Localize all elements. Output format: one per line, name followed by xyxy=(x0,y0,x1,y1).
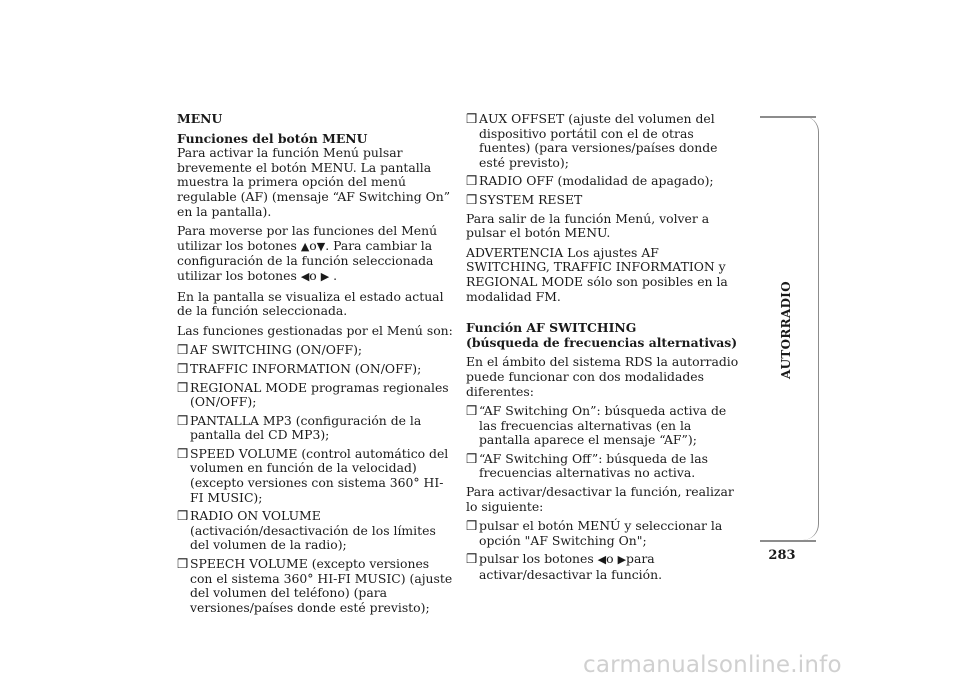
list-item: ❒ pulsar los botones ◀o ▶para activar/desactivar la función. xyxy=(466,551,663,583)
list-item: ❒ “AF Switching Off”: búsqueda de las frecuencias alternativas no activa. xyxy=(466,450,708,481)
checkbox-bullet-icon: ❒ xyxy=(466,173,478,189)
paragraph: Para salir de la función Menú, volver a pulsar el botón MENU. xyxy=(466,210,710,241)
checkbox-bullet-icon: ❒ xyxy=(177,379,189,395)
watermark: carmanualsonline.info xyxy=(583,652,842,678)
checkbox-bullet-icon: ❒ xyxy=(466,111,478,126)
arrow-left-icon: ◀ xyxy=(597,553,607,567)
checkbox-bullet-icon: ❒ xyxy=(177,412,189,428)
checkbox-bullet-icon: ❒ xyxy=(177,556,189,572)
arrow-down-icon: ▼ xyxy=(316,239,326,253)
checkbox-bullet-icon: ❒ xyxy=(177,445,189,461)
section-title-sub: (búsqueda de frecuencias alternativas) xyxy=(466,334,738,350)
page-number: 283 xyxy=(768,548,796,563)
right-column xyxy=(466,112,742,587)
section-tab-label: AUTORRADIO xyxy=(779,281,793,379)
checkbox-bullet-icon: ❒ xyxy=(466,450,478,466)
checkbox-bullet-icon: ❒ xyxy=(177,508,189,524)
checkbox-bullet-icon: ❒ xyxy=(466,551,478,567)
arrow-up-icon: ▲ xyxy=(300,239,310,253)
paragraph: En la pantalla se visualiza el estado actual de la función seleccionada. xyxy=(177,288,444,319)
paragraph: Las funciones gestionadas por el Menú son: xyxy=(177,322,453,338)
left-column xyxy=(177,112,453,619)
section-subtitle: Funciones del botón MENU xyxy=(177,130,368,146)
list-item: ❒ SPEECH VOLUME (excepto versiones con el sistema 360° HI-FI MUSIC) (ajuste del volumen del teléfono) (para versiones/países donde esté previsto); xyxy=(177,556,453,615)
arrow-right-icon: ▶ xyxy=(617,553,627,567)
paragraph: Para activar/desactivar la función, realizar lo siguiente: xyxy=(466,484,734,514)
checkbox-bullet-icon: ❒ xyxy=(177,342,189,358)
list-item: ❒ AUX OFFSET (ajuste del volumen del dispositivo portátil con el de otras fuentes) (para versiones/países donde esté previsto); xyxy=(466,111,718,170)
list-item: ❒ AF SWITCHING (ON/OFF); xyxy=(177,342,363,358)
list-item: ❒ SPEED VOLUME (control automático del volumen en función de la velocidad) (excepto versiones con sistema 360° HI-FI MUSIC); xyxy=(177,445,449,505)
list-item: ❒ RADIO ON VOLUME (activación/desactivación de los límites del volumen de la radio); xyxy=(177,508,436,553)
menu-title: MENU xyxy=(177,111,223,126)
section-title: Función AF SWITCHING xyxy=(466,320,637,336)
paragraph: En el ámbito del sistema RDS la autorradio puede funcionar con dos modalidades diferentes: xyxy=(466,354,739,399)
checkbox-bullet-icon: ❒ xyxy=(466,403,478,419)
list-item: ❒ TRAFFIC INFORMATION (ON/OFF); xyxy=(177,360,422,376)
list-item: ❒ PANTALLA MP3 (configuración de la pantalla del CD MP3); xyxy=(177,412,422,443)
tab-top-rule xyxy=(760,116,816,118)
list-item: ❒ REGIONAL MODE programas regionales (ON/OFF); xyxy=(177,379,449,410)
list-item: ❒ “AF Switching On”: búsqueda activa de las frecuencias alternativas (en la pantalla aparece el mensaje “AF”); xyxy=(466,403,727,448)
warning-paragraph: ADVERTENCIA Los ajustes AF SWITCHING, TRAFFIC INFORMATION y REGIONAL MODE sólo son posibles en la modalidad FM. xyxy=(466,244,728,304)
checkbox-bullet-icon: ❒ xyxy=(466,191,478,207)
arrow-right-icon: ▶ xyxy=(320,269,330,283)
paragraph: Para activar la función Menú pulsar brevemente el botón MENU. La pantalla muestra la primera opción del menú regulable (AF) (mensaje “AF Switching On” en la pantalla). xyxy=(177,145,451,219)
list-item: ❒ RADIO OFF (modalidad de apagado); xyxy=(466,173,714,189)
paragraph-nav-buttons: Para moverse por las funciones del Menú utilizar los botones ▲o▼. Para cambiar la configuración de la función seleccionada utilizar los botones ◀o ▶ . xyxy=(177,223,438,283)
list-item: ❒ pulsar el botón MENÚ y seleccionar la opción "AF Switching On"; xyxy=(466,518,723,548)
checkbox-bullet-icon: ❒ xyxy=(177,360,189,376)
checkbox-bullet-icon: ❒ xyxy=(466,518,478,534)
tab-bottom-rule xyxy=(760,540,816,542)
list-item: ❒ SYSTEM RESET xyxy=(466,191,583,207)
arrow-left-icon: ◀ xyxy=(300,269,310,283)
